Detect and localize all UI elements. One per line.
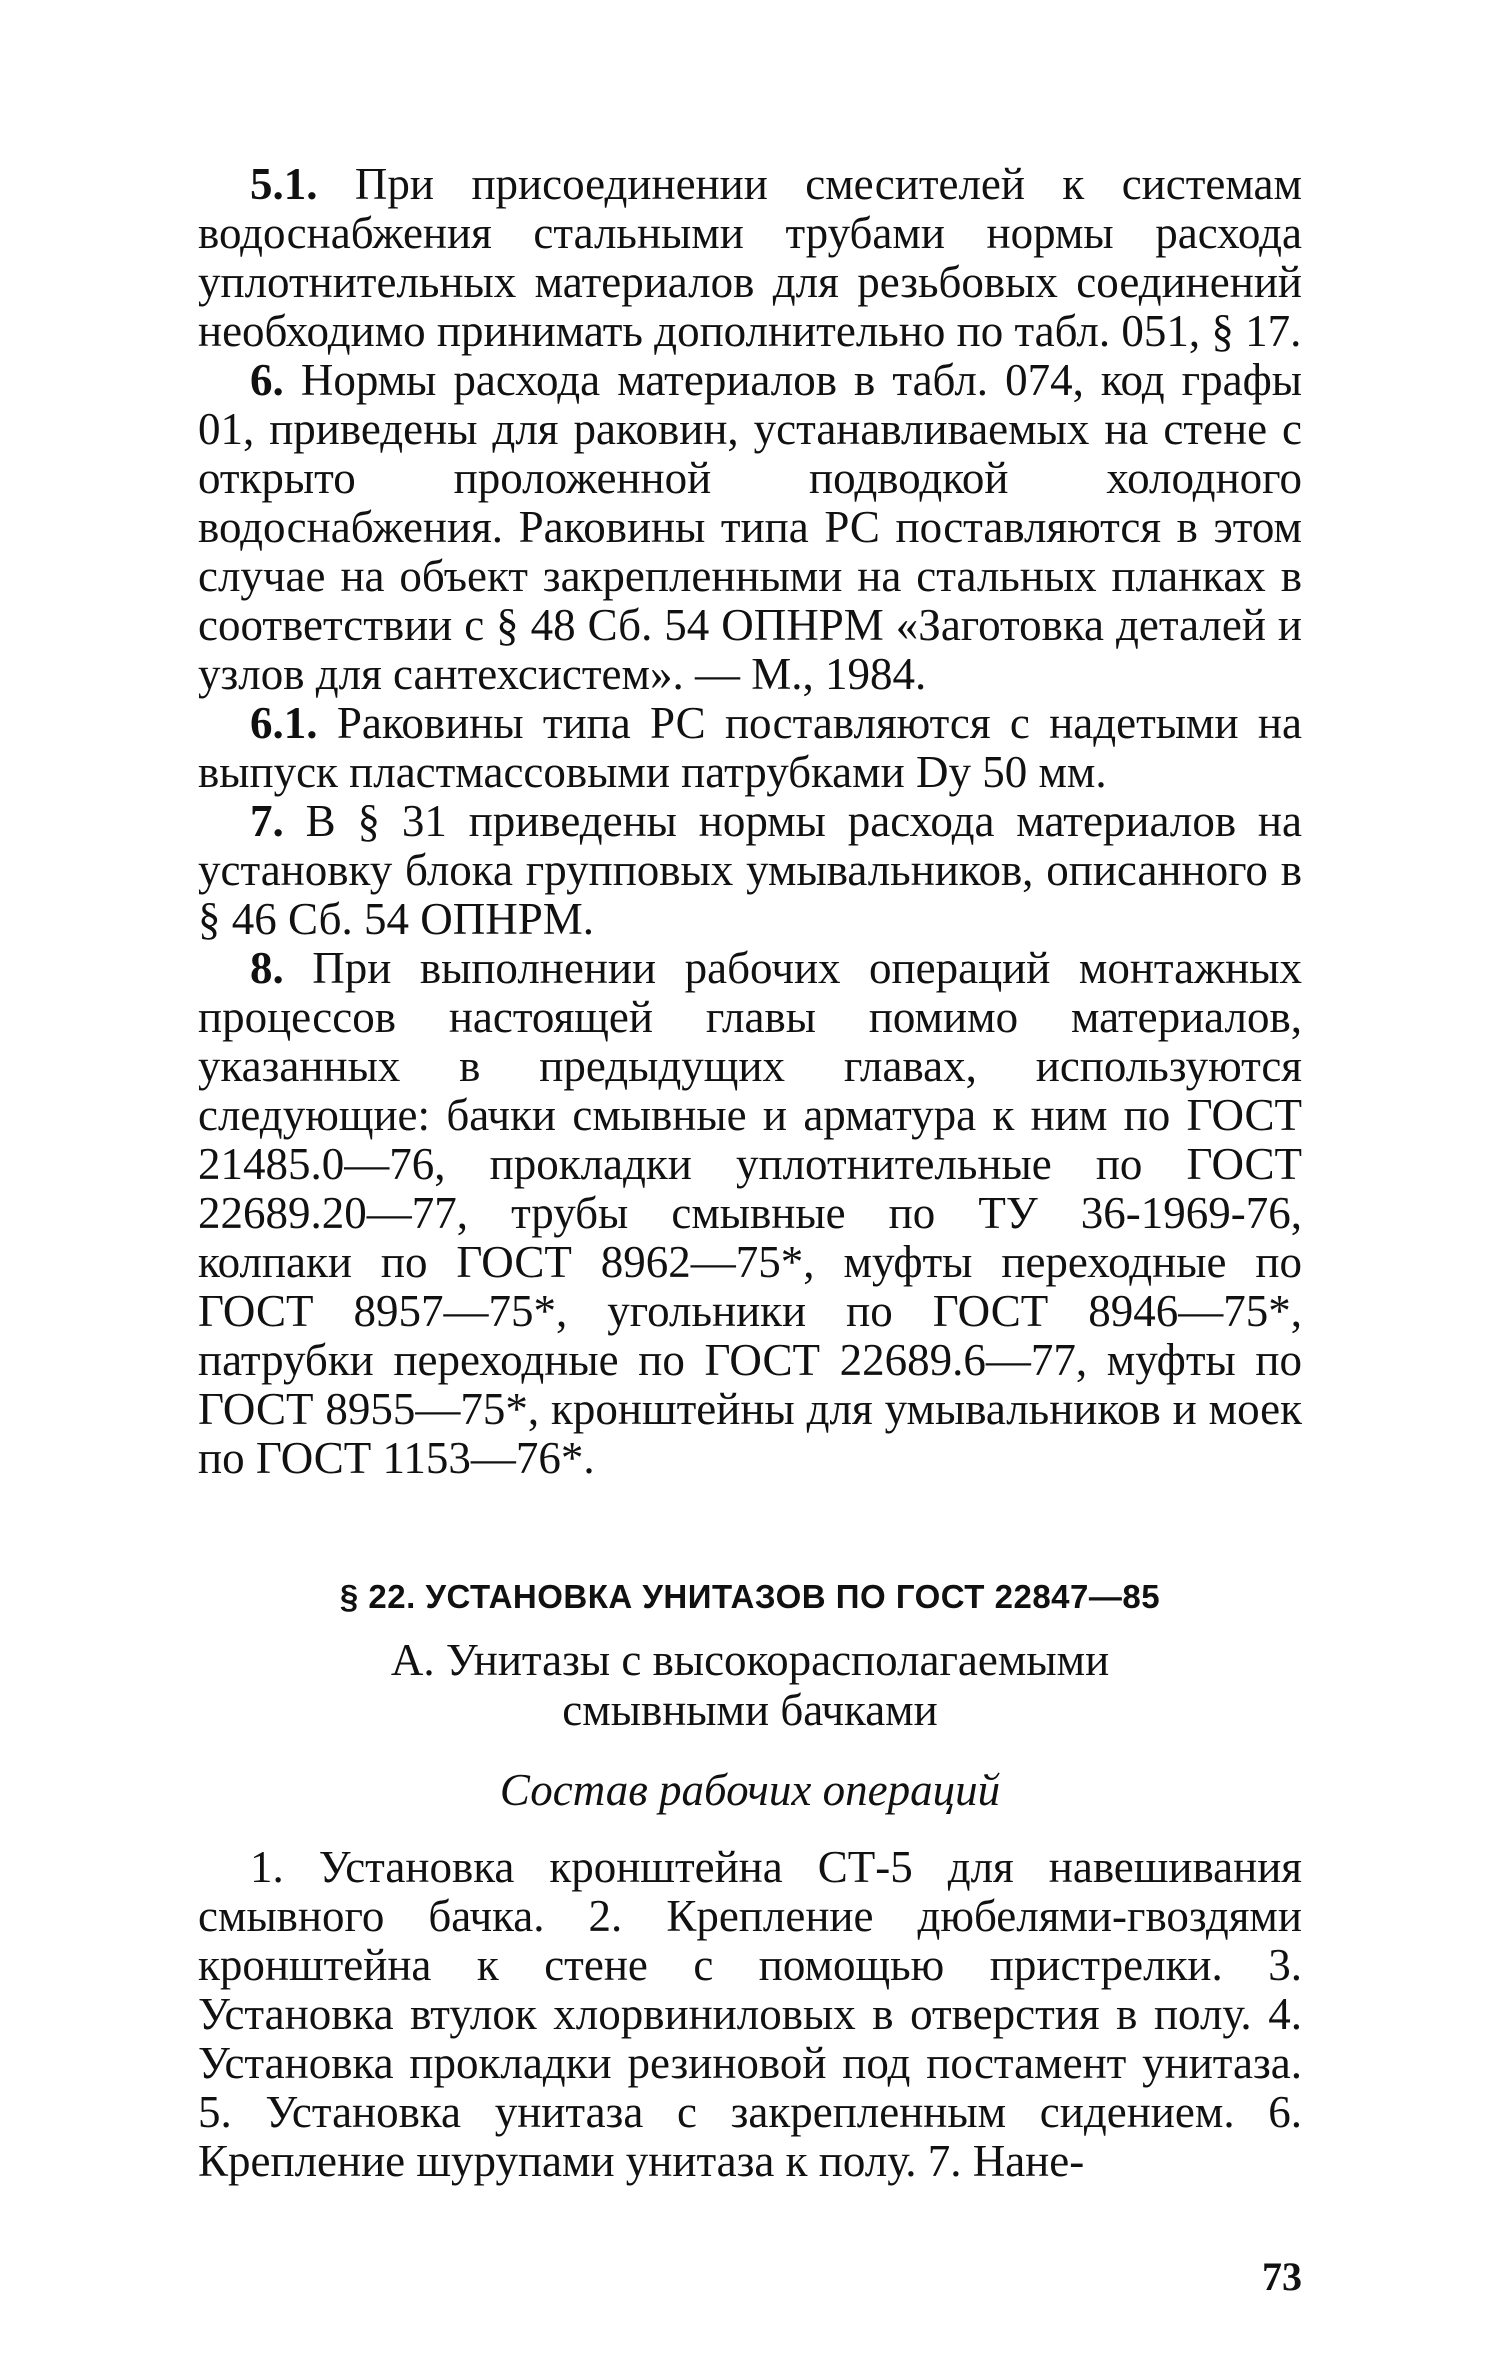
paragraph-text: При присоединении смесителей к системам водоснабжения стальными трубами нормы расхода уплотнительных материалов для резьбовых соединений необходимо принимать дополнительно по табл. 051, § 17. — [198, 159, 1302, 356]
operations-heading: Состав рабочих операций — [499, 1765, 1001, 1815]
paragraph-text: Нормы расхода материалов в табл. 074, код графы 01, приведены для раковин, устанавливаемых на стене с открыто проложенной подводкой холодного водоснабжения. Раковины типа РС поставляются в этом случае на объект закрепленными на стальных планках в соответствии с § 48 Сб. 54 ОПНРМ «Заготовка деталей и узлов для сантехсистем». — М., 1984. — [198, 355, 1302, 699]
paragraph-number: 6.1. — [250, 698, 318, 748]
paragraph-number: 7. — [250, 796, 284, 846]
paragraph-number: 8. — [250, 943, 284, 993]
paragraph-5-1 — [198, 160, 1302, 356]
paragraph-number: 5.1. — [250, 159, 318, 209]
paragraph-number: 6. — [250, 355, 284, 405]
paragraph-7 — [198, 797, 1302, 944]
document-page — [198, 160, 1302, 2300]
page-number: 73 — [1262, 2254, 1302, 2299]
paragraph-6-1 — [198, 699, 1302, 797]
subsection-heading — [198, 1635, 1302, 1735]
paragraph-8 — [198, 944, 1302, 1483]
paragraph-6 — [198, 356, 1302, 699]
subsection-heading-line-2: смывными бачками — [562, 1685, 938, 1735]
operations-paragraph: 1. Установка кронштейна СТ-5 для навешивания смывного бачка. 2. Крепление дюбелями-гвоздями кронштейна к стене с помощью пристрелки. 3. Установка втулок хлорвиниловых в отверстия в полу. 4. Установка прокладки резиновой под постамент унитаза. 5. Установка унитаза с закрепленным сидением. 6. Крепление шурупами унитаза к полу. 7. Нане- — [198, 1842, 1302, 2186]
paragraph-text: Раковины типа РС поставляются с надетыми на выпуск пластмассовыми патрубками Dу 50 мм. — [198, 698, 1302, 797]
paragraph-text: В § 31 приведены нормы расхода материалов на установку блока групповых умывальников, описанного в § 46 Сб. 54 ОПНРМ. — [198, 796, 1302, 944]
section-spacer — [198, 1483, 1302, 1575]
subsection-heading-line-1: А. Унитазы с высокорасполагаемыми — [390, 1635, 1110, 1685]
paragraph-text: При выполнении рабочих операций монтажных процессов настоящей главы помимо материалов, указанных в предыдущих главах, используются следующие: бачки смывные и арматура к ним по ГОСТ 21485.0—76, прокладки уплотнительные по ГОСТ 22689.20—77, трубы смывные по ТУ 36-1969-76, колпаки по ГОСТ 8962—75*, муфты переходные по ГОСТ 8957—75*, угольники по ГОСТ 8946—75*, патрубки переходные по ГОСТ 22689.6—77, муфты по ГОСТ 8955—75*, кронштейны для умывальников и моек по ГОСТ 1153—76*. — [198, 943, 1302, 1483]
section-heading: § 22. УСТАНОВКА УНИТАЗОВ ПО ГОСТ 22847—85 — [339, 1578, 1161, 1615]
